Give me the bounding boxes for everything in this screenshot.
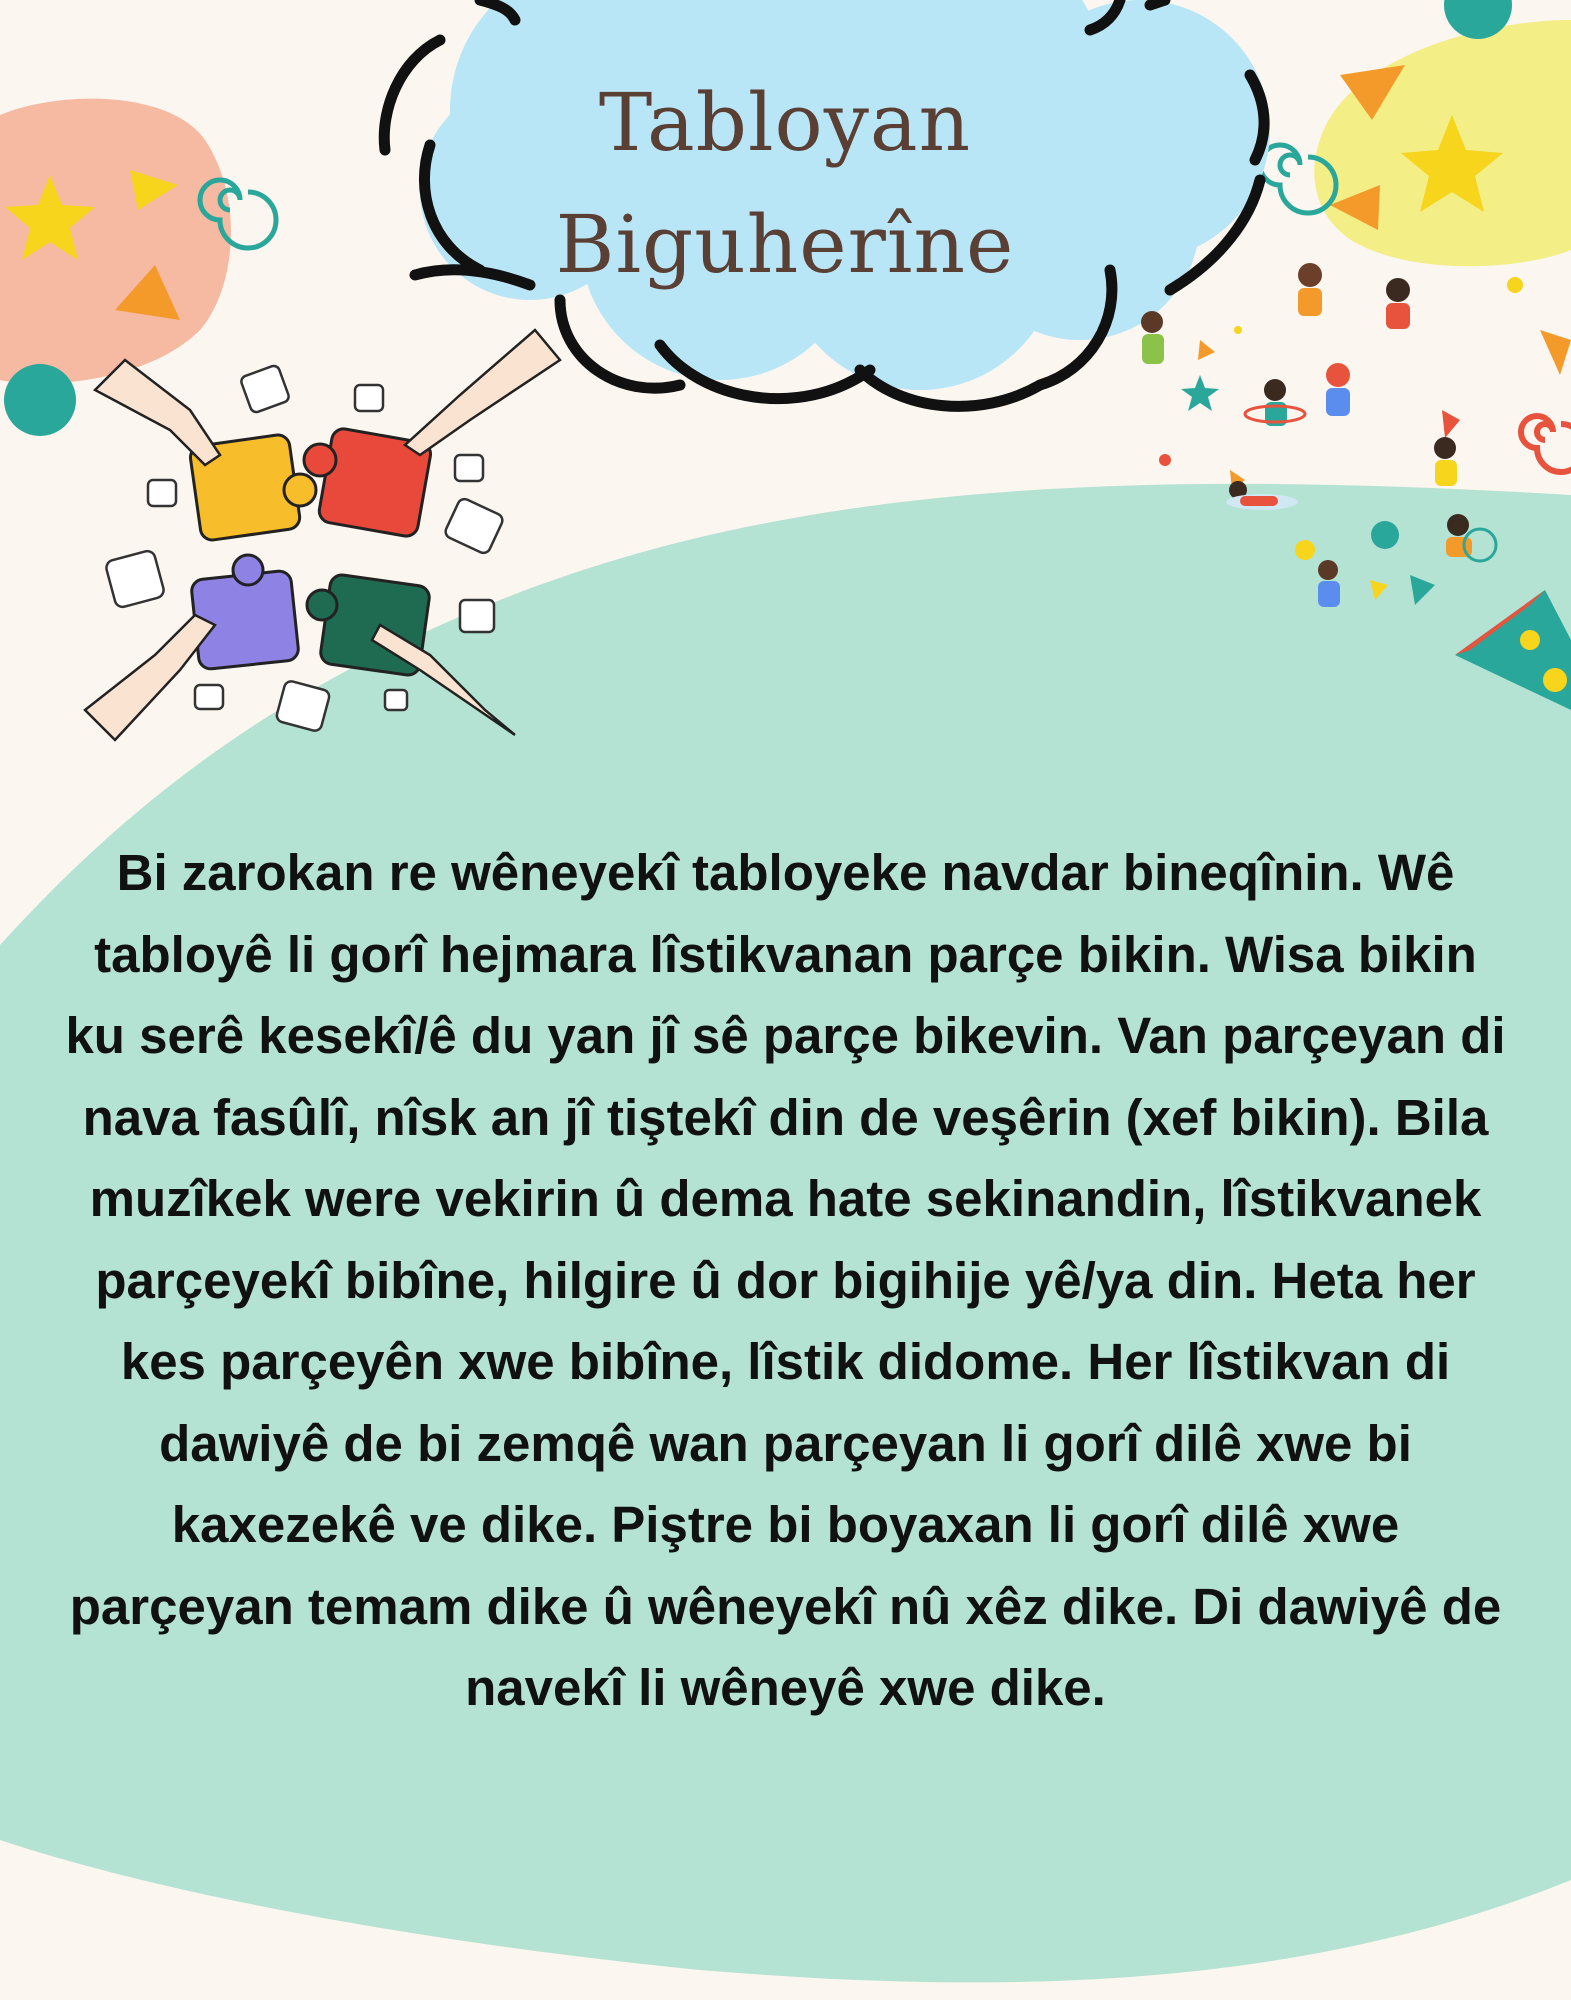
- page-title: [545, 62, 1025, 306]
- body-paragraph: Bi zarokan re wêneyekî tabloyeke navdar bineqînin. Wê tabloyê li gorî hejmara lîstikvanan parçe bikin. Wisa bikin ku serê kesekî/ê du yan jî sê parçe bikevin. Van parçeyan di nava fasûlî, nîsk an jî tiştekî din de veşêrin (xef bikin). Bila muzîkek were vekirin û dema hate sekinandin, lîstikvanek parçeyekî bibîne, hilgire û dor bigihije yê/ya din. Heta her kes parçeyên xwe bibîne, lîstik didome. Her lîstikvan di dawiyê de bi zemqê wan parçeyan li gorî dilê xwe bi kaxezekê ve dike. Piştre bi boyaxan li gorî dilê xwe parçeyan temam dike û wêneyekî nû xêz dike. Di dawiyê de navekî li wêneyê xwe dike.: [65, 844, 1506, 1716]
- title-line-2: Biguherîne: [555, 198, 1015, 291]
- kid-figure-icon: [1386, 278, 1410, 329]
- kid-figure-icon: [1446, 514, 1496, 561]
- title-line-1: Tabloyan: [598, 76, 972, 169]
- kid-figure-icon: [1226, 481, 1298, 510]
- kid-figure-icon: [1298, 263, 1322, 316]
- kid-figure-icon: [1326, 363, 1350, 416]
- kid-figure-icon: [1318, 560, 1340, 607]
- kid-figure-icon: [1245, 379, 1305, 426]
- kid-figure-icon: [1141, 311, 1164, 364]
- kid-figure-icon: [1434, 437, 1457, 486]
